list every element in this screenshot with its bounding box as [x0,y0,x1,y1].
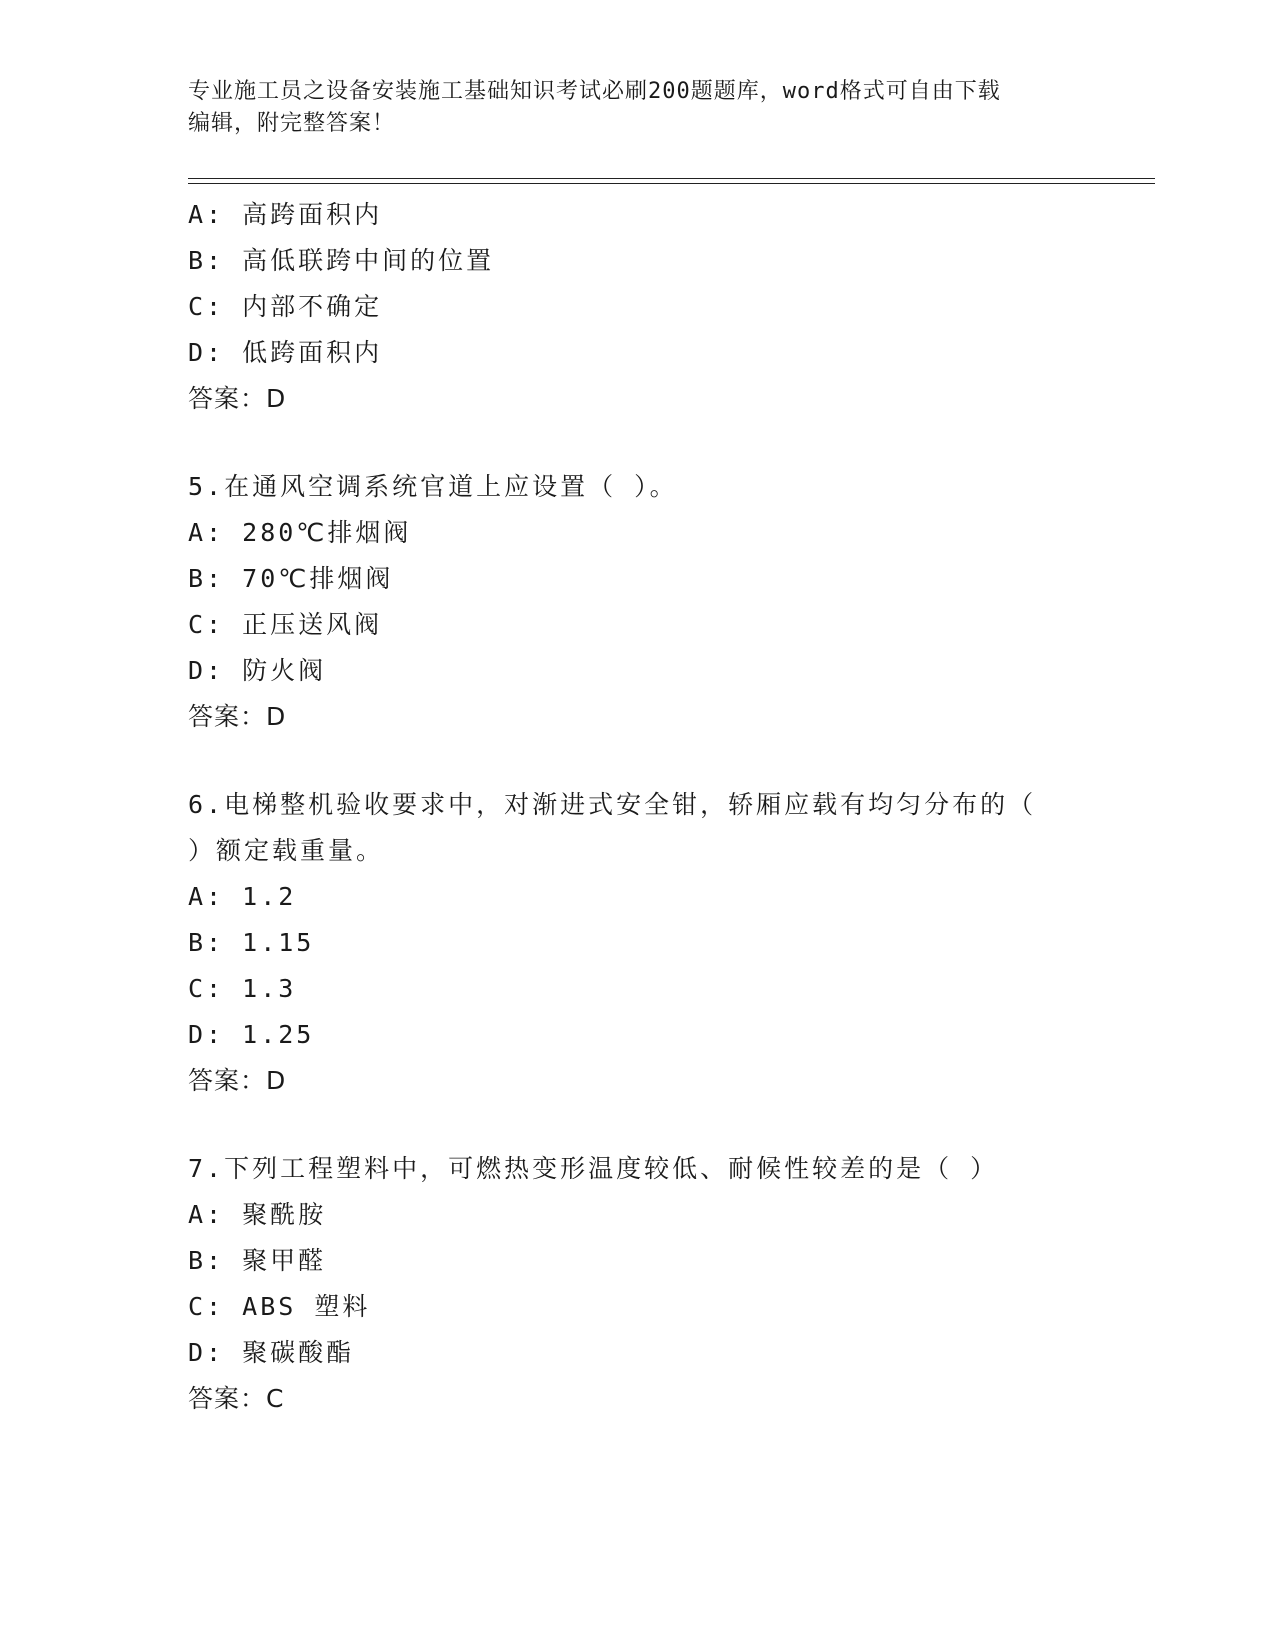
option-d: D: 聚碳酸酯 [188,1338,355,1367]
document-header [188,76,1088,140]
header-line-2: 编辑，附完整答案！ [188,111,396,136]
question-stem: 7.下列工程塑料中，可燃热变形温度较低、耐候性较差的是（ ） [188,1154,999,1183]
option-d: D: 低跨面积内 [188,338,383,367]
option-d: D: 防火阀 [188,656,327,685]
option-b: B: 1.15 [188,928,315,957]
option-c: C: ABS 塑料 [188,1292,371,1321]
question-6 [188,782,1088,1104]
question-stem: 5.在通风空调系统官道上应设置（ ）。 [188,472,678,501]
question-7 [188,1146,1088,1422]
question-5 [188,464,1088,740]
option-c: C: 内部不确定 [188,292,383,321]
header-divider-bottom [188,183,1155,184]
header-line-1: 专业施工员之设备安装施工基础知识考试必刷200题题库，word格式可自由下载 [188,79,1001,104]
option-a: A: 聚酰胺 [188,1200,327,1229]
option-c: C: 正压送风阀 [188,610,383,639]
spacer [188,1104,1088,1146]
option-a: A: 280℃排烟阀 [188,518,412,547]
header-divider-top [188,178,1155,179]
question-list [188,192,1088,1422]
answer-line: 答案：D [188,384,287,413]
spacer [188,740,1088,782]
answer-line: 答案：D [188,1066,287,1095]
question-stem-line-2: ）额定载重量。 [188,836,385,865]
option-b: B: 高低联跨中间的位置 [188,246,495,275]
option-b: B: 聚甲醛 [188,1246,327,1275]
question-stem-line-1: 6.电梯整机验收要求中，对渐进式安全钳，轿厢应载有均匀分布的（ [188,790,1037,819]
option-c: C: 1.3 [188,974,297,1003]
answer-line: 答案：C [188,1384,285,1413]
option-a: A: 1.2 [188,882,297,911]
spacer [188,422,1088,464]
option-a: A: 高跨面积内 [188,200,383,229]
question-fragment [188,192,1088,422]
option-b: B: 70℃排烟阀 [188,564,394,593]
option-d: D: 1.25 [188,1020,315,1049]
answer-line: 答案：D [188,702,287,731]
